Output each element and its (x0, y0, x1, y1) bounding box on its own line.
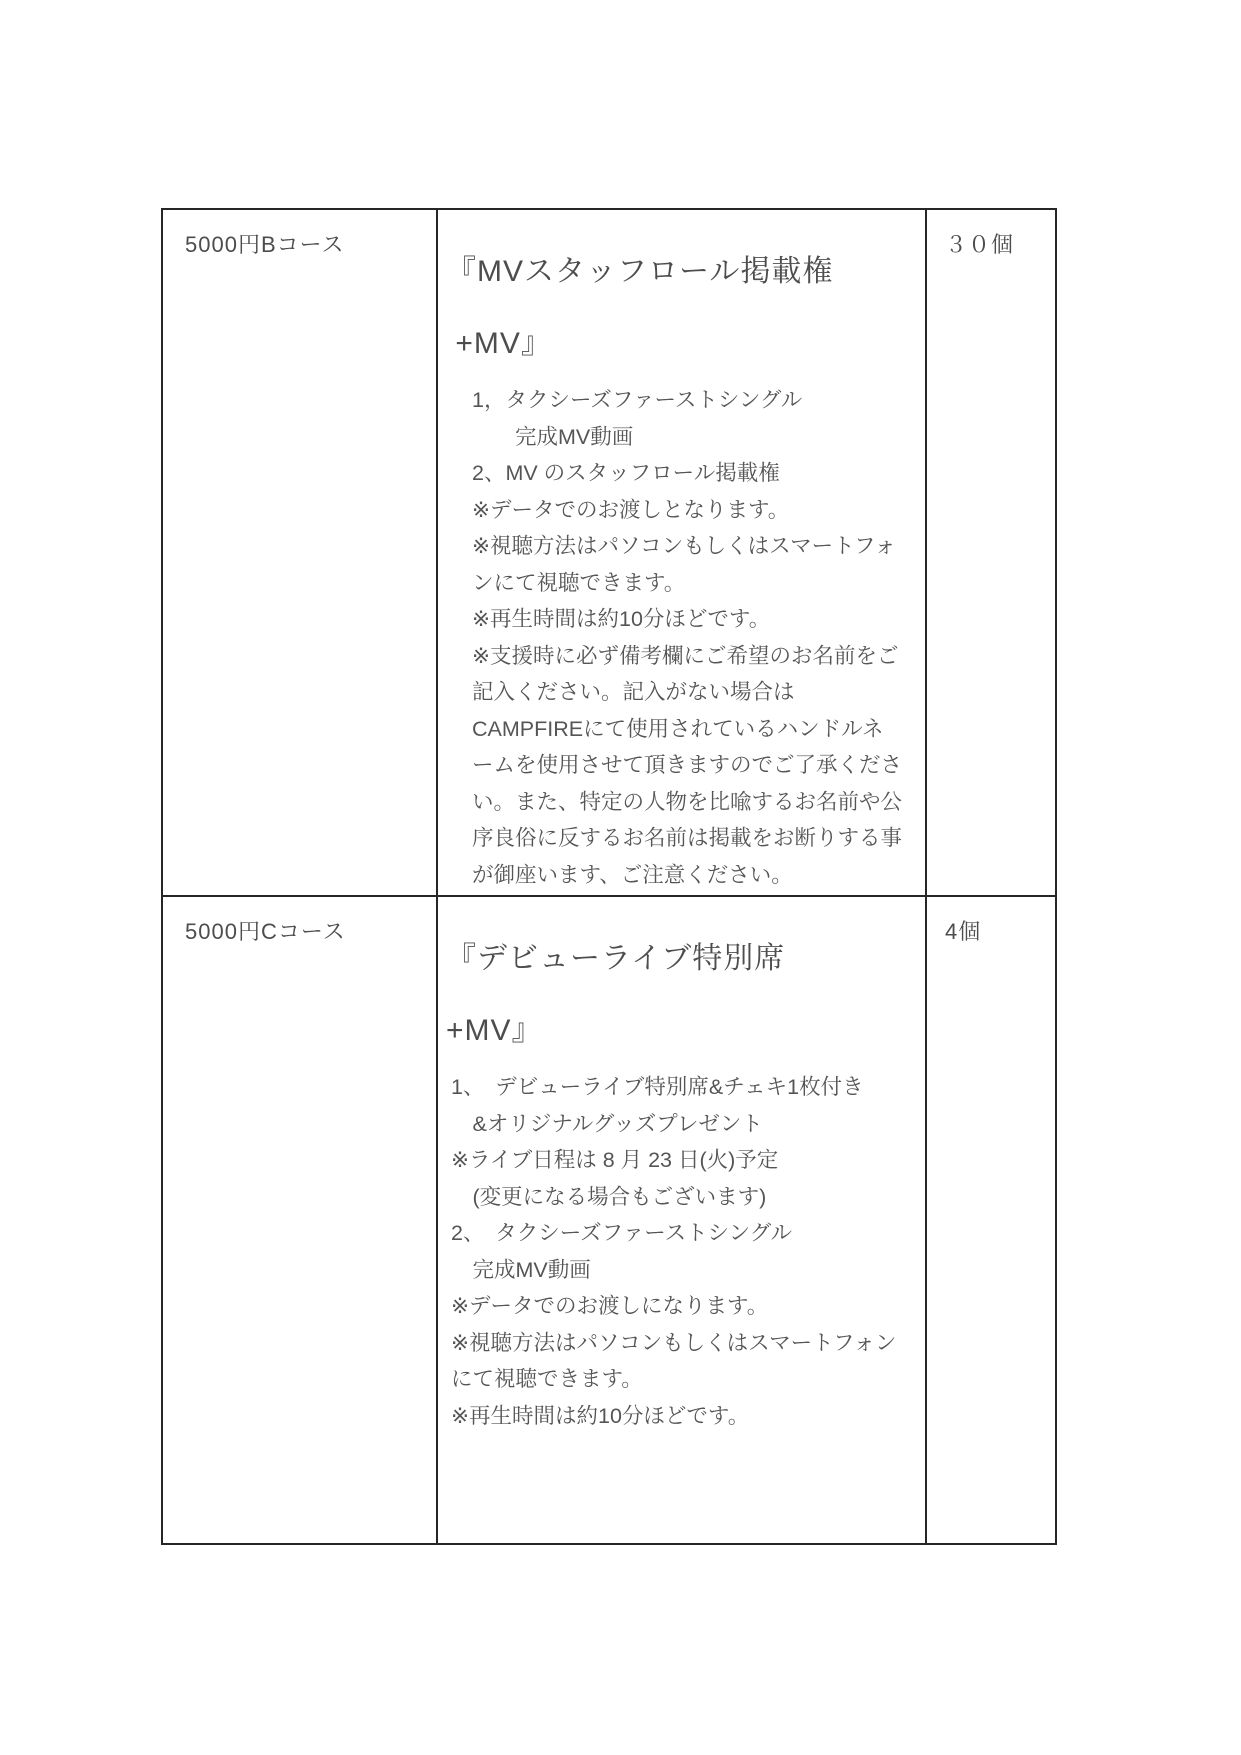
text-line: ンにて視聴できます。 (472, 570, 686, 595)
text-line: 完成MV動画 (451, 1257, 591, 1282)
reward-description (451, 1069, 917, 1434)
text-line: ※視聴方法はパソコンもしくはスマートフォ (472, 534, 896, 558)
text-line: ※支援時に必ず備考欄にご希望のお名前をご (472, 643, 899, 668)
text-line: ※データでのお渡しになります。 (451, 1294, 769, 1318)
reward-title-line-1: 『デビューライブ特別席 (446, 942, 786, 975)
text-line: ※視聴方法はパソコンもしくはスマートフォン (451, 1330, 897, 1355)
text-line: にて視聴できます。 (451, 1367, 643, 1391)
text-line: (変更になる場合もございます) (451, 1184, 767, 1209)
text-line: ※再生時間は約10分ほどです。 (472, 607, 771, 631)
text-line: 完成MV動画 (472, 424, 634, 449)
quantity-cell (927, 210, 1057, 897)
text-line: 1、 デビューライブ特別席&チェキ1枚付き (451, 1075, 864, 1099)
text-line: が御座います、ご注意ください。 (472, 862, 793, 887)
text-line: ームを使用させて頂きますのでご了承くださ (472, 753, 903, 777)
quantity-label: 4個 (945, 919, 982, 944)
quantity-label: ３０個 (945, 232, 1015, 257)
text-line: &オリジナルグッズプレゼント (451, 1111, 763, 1136)
reward-title-line-2: +MV』 (446, 1014, 543, 1047)
table-row (163, 897, 1057, 1545)
text-line: 序良俗に反するお名前は掲載をお断りする事 (472, 826, 903, 850)
reward-description (472, 382, 917, 893)
quantity-cell (927, 897, 1057, 1545)
course-label: 5000円Cコース (185, 919, 346, 944)
text-line: ※再生時間は約10分ほどです。 (451, 1403, 750, 1428)
text-line: ※ライブ日程は 8 月 23 日(火)予定 (451, 1148, 779, 1172)
course-cell (163, 897, 438, 1545)
text-line: 2、 タクシーズファーストシングル (451, 1221, 793, 1245)
course-label: 5000円Bコース (185, 232, 345, 257)
text-line: 1，タクシーズファーストシングル (472, 388, 803, 412)
reward-detail-cell (438, 210, 927, 897)
reward-title-line-2: +MV』 (446, 327, 552, 360)
course-cell (163, 210, 438, 897)
reward-title-line-1: 『MVスタッフロール掲載権 (446, 255, 834, 288)
reward-detail-cell (438, 897, 927, 1545)
table-row (163, 210, 1057, 897)
text-line: CAMPFIREにて使用されているハンドルネ (472, 716, 884, 741)
text-line: ※データでのお渡しとなります。 (472, 497, 790, 522)
reward-table (161, 208, 1057, 1545)
text-line: 記入ください。記入がない場合は (472, 680, 795, 704)
text-line: い。また、特定の人物を比喩するお名前や公 (472, 789, 903, 814)
text-line: 2、MV のスタッフロール掲載権 (472, 461, 780, 485)
